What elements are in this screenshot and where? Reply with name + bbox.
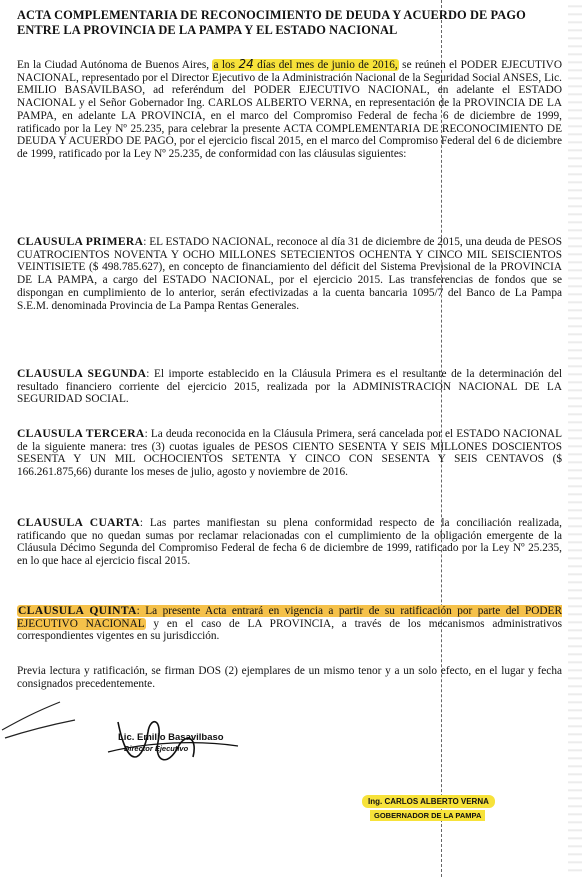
clause-segunda bbox=[17, 368, 562, 406]
clause-quinta bbox=[17, 605, 562, 643]
closing-text: Previa lectura y ratificación, se firman DOS (2) ejemplares de un mismo tenor y a un solo efecto, en el lugar y fecha consignados precedentemente. bbox=[17, 665, 562, 690]
clause-label: CLAUSULA SEGUNDA bbox=[17, 367, 147, 380]
intro-rest: se reúnen el PODER EJECUTIVO NACIONAL, representado por el Director Ejecutivo de la Administración Nacional de la Seguridad Social ANSES, Lic. EMILIO BASAVILBASO, ad referéndum del PODER EJECUTIVO NACIONAL, en adelante el ESTADO NACIONAL y el Señor Gobernador Ing. CARLOS ALBERTO VERNA, en representación de la PROVINCIA DE LA PAMPA, en adelante LA PROVINCIA, en el marco del Compromiso Federal de fecha 6 de diciembre de 1999, ratificado por la Ley Nº 25.235, para celebrar la presente ACTA COMPLEMENTARIA DE RECONOCIMIENTO DE DEUDA Y ACUERDO DE PAGO, por el ejercicio fiscal 2015, en el marco del Compromiso Federal del 6 de diciembre de 1999, ratificado por la Ley Nº 25.235, de conformidad con las cláusulas siguientes: bbox=[17, 59, 562, 160]
clause-cuarta bbox=[17, 517, 562, 568]
signer-right-name: Ing. CARLOS ALBERTO VERNA bbox=[362, 795, 495, 808]
clause-label: CLAUSULA PRIMERA bbox=[17, 235, 144, 248]
signature-left bbox=[88, 712, 268, 782]
signer-left-role: Director Ejecutivo bbox=[124, 744, 189, 753]
clause-label: CLAUSULA CUARTA bbox=[17, 516, 140, 529]
handwritten-day: 24 bbox=[238, 57, 254, 71]
closing-paragraph bbox=[17, 665, 562, 690]
clause-primera bbox=[17, 236, 562, 312]
clause-text: : Las partes manifiestan su plena conformidad respecto de la conciliación realizada, ratificando que no quedan sumas por reclamar relacionadas con el cumplimiento de la obligación emergente de la Cláusula Décimo Segunda del Compromiso Federal de fecha 6 de diciembre de 1999, ratificado por la Ley Nº 25.235, en lo que hace al ejercicio fiscal 2015. bbox=[17, 517, 562, 568]
intro-pre: En la Ciudad Autónoma de Buenos Aires, bbox=[17, 59, 210, 71]
document-title: ACTA COMPLEMENTARIA DE RECONOCIMIENTO DE DEUDA Y ACUERDO DE PAGO ENTRE LA PROVINCIA DE LA PAMPA Y EL ESTADO NACIONAL bbox=[17, 8, 526, 37]
date-pre: a los bbox=[213, 59, 236, 71]
clause-text: : El importe establecido en la Cláusula Primera es el resultante de la determinación del resultado financiero corriente del ejercicio 2015, realizada por la ADMINISTRACION NACIONAL DE LA SEGURIDAD SOCIAL. bbox=[17, 368, 562, 406]
date-highlight bbox=[212, 59, 398, 71]
scan-edge-artifact bbox=[568, 0, 582, 877]
clause-text: y en el caso de LA PROVINCIA, a través de los mecanismos administrativos correspondientes vigentes en su jurisdicción. bbox=[17, 617, 562, 643]
signer-left-name: Lic. Emilio Basavilbaso bbox=[118, 732, 224, 743]
intro-paragraph bbox=[17, 58, 562, 161]
clause-tercera bbox=[17, 428, 562, 479]
margin-scribble-icon bbox=[0, 690, 80, 750]
clause-highlighted-text: : La presente Acta entrará en vigencia a partir de su ratificación por parte del PODER EJECUTIVO NACIONAL bbox=[17, 605, 562, 630]
clause-label: CLAUSULA QUINTA bbox=[18, 604, 137, 617]
clause-label: CLAUSULA TERCERA bbox=[17, 427, 145, 440]
signature-right bbox=[362, 795, 512, 845]
date-post: días del mes de junio de 2016, bbox=[257, 59, 398, 71]
clause-text: : La deuda reconocida en la Cláusula Primera, será cancelada por el ESTADO NACIONAL de la siguiente manera: tres (3) cuotas iguales de PESOS CIENTO SESENTA Y SEIS MILLONES DOSCIENTOS SESENTA Y UN MIL OCHOCIENTOS SETENTA Y CINCO CON SESENTA Y SEIS CENTAVOS ($ 166.261.875,66) durante los meses de julio, agosto y noviembre de 2016. bbox=[17, 428, 562, 479]
signer-right-role: GOBERNADOR DE LA PAMPA bbox=[370, 810, 485, 821]
clause-text: : EL ESTADO NACIONAL, reconoce al día 31 de diciembre de 2015, una deuda de PESOS CUATROCIENTOS NOVENTA Y OCHO MILLONES SETECIENTOS OCHENTA Y CINCO MIL SEISCIENTOS VEINTISIETE ($ 498.785.627), en concepto de financiamiento del déficit del Sistema Previsional de la PROVINCIA DE LA PAMPA, a cargo del ESTADO NACIONAL, por el ejercicio 2015. Las transferencias de fondos que se dispongan en cumplimiento de lo anterior, serán efectivizadas a la cuenta bancaria 1095/7 del Banco de La Pampa S.E.M. denominada Provincia de La Pampa Rentas Generales. bbox=[17, 236, 562, 312]
